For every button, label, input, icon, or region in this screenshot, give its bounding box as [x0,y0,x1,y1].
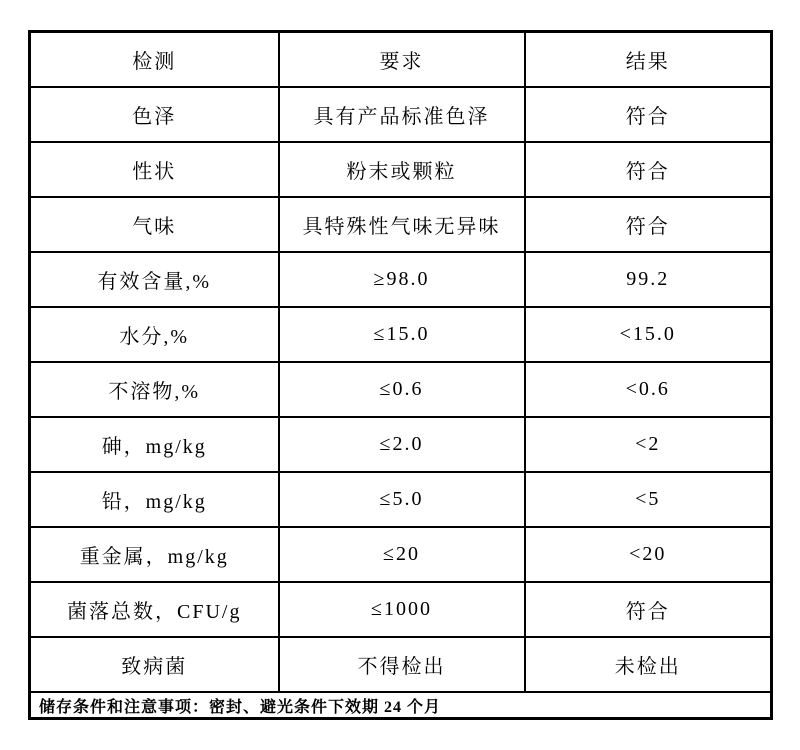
cell-item: 性状 [30,142,279,197]
table-header-row [30,32,772,88]
table-row [30,142,772,197]
cell-item: 铅，mg/kg [30,472,279,527]
table-footer-row [30,692,772,719]
cell-result: <0.6 [525,362,772,417]
cell-requirement: ≤5.0 [279,472,525,527]
table-row [30,527,772,582]
table-row [30,472,772,527]
cell-result: <2 [525,417,772,472]
cell-result: 未检出 [525,637,772,692]
cell-result: 99.2 [525,252,772,307]
cell-item: 水分,% [30,307,279,362]
cell-result: <15.0 [525,307,772,362]
table-row [30,197,772,252]
table-row [30,582,772,637]
header-test: 检测 [30,32,279,88]
cell-requirement: ≤20 [279,527,525,582]
cell-requirement: 不得检出 [279,637,525,692]
table-row [30,637,772,692]
cell-requirement: ≤0.6 [279,362,525,417]
cell-requirement: 具特殊性气味无异味 [279,197,525,252]
cell-result: 符合 [525,142,772,197]
cell-requirement: ≤1000 [279,582,525,637]
header-requirement: 要求 [279,32,525,88]
cell-item: 不溶物,% [30,362,279,417]
cell-requirement: ≤15.0 [279,307,525,362]
cell-item: 气味 [30,197,279,252]
cell-item: 菌落总数，CFU/g [30,582,279,637]
cell-requirement: 粉末或颗粒 [279,142,525,197]
cell-result: <5 [525,472,772,527]
cell-result: 符合 [525,582,772,637]
cell-result: <20 [525,527,772,582]
table-row [30,87,772,142]
table-row [30,307,772,362]
table-row [30,252,772,307]
cell-requirement: 具有产品标准色泽 [279,87,525,142]
header-result: 结果 [525,32,772,88]
cell-item: 有效含量,% [30,252,279,307]
cell-item: 重金属，mg/kg [30,527,279,582]
cell-item: 砷，mg/kg [30,417,279,472]
cell-item: 色泽 [30,87,279,142]
cell-item: 致病菌 [30,637,279,692]
table-row [30,362,772,417]
cell-requirement: ≤2.0 [279,417,525,472]
cell-result: 符合 [525,87,772,142]
inspection-table [28,30,773,720]
cell-requirement: ≥98.0 [279,252,525,307]
cell-result: 符合 [525,197,772,252]
storage-note: 储存条件和注意事项：密封、避光条件下效期 24 个月 [30,692,772,719]
table-row [30,417,772,472]
